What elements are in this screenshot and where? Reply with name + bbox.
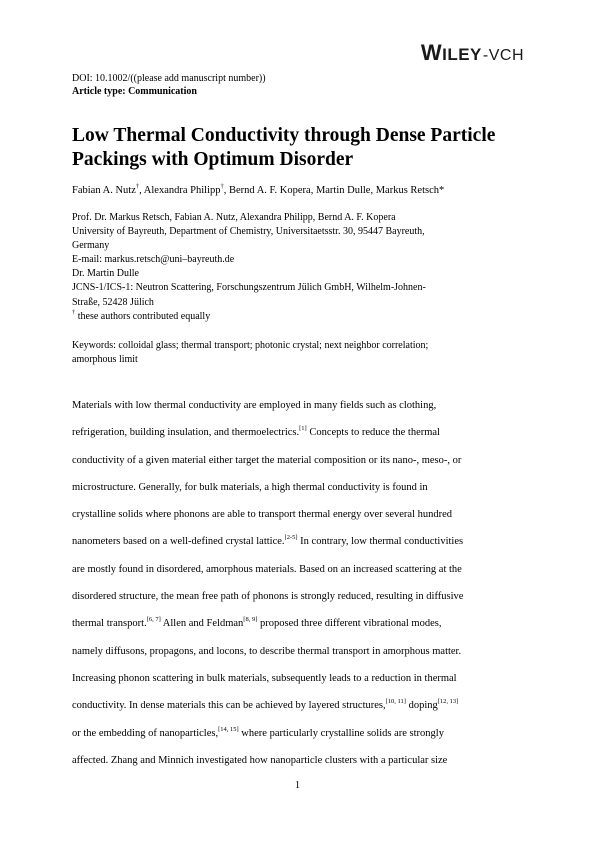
body-text-run: are mostly found in disordered, amorphous materials. Based on an increased scattering at the [72,563,462,575]
affiliation-line: Dr. Martin Dulle [72,268,139,280]
affiliation-line: Germany [72,240,110,252]
body-text-run: disordered structure, the mean free path of phonons is strongly reduced, resulting in diffusive [72,591,464,603]
body-text-run: Materials with low thermal conductivity are employed in many fields such as clothing, [72,400,437,411]
affiliation-line: JCNS-1/ICS-1: Neutron Scattering, Forschungszentrum Jülich GmbH, Wilhelm-Johnen- [72,282,426,294]
citation: [2-5] [284,534,298,542]
body-text-run: conductivity of a given material either target the material composition or its nano-, meso-, or [72,454,462,466]
footnote-mark: † [72,308,76,316]
article-type: Article type: Communication [72,86,197,97]
footnote [72,310,527,324]
body-text [72,392,532,774]
author-name: , Alexandra Philipp [139,185,221,196]
publisher-logo [421,40,524,66]
author-names-rest: , Bernd A. F. Kopera, Martin Dulle, Markus Retsch* [223,185,445,196]
body-text-run: where particularly crystalline solids are strongly [238,727,444,739]
author-list [72,184,444,197]
body-text-run: microstructure. Generally, for bulk materials, a high thermal conductivity is found in [72,481,428,493]
equal-contribution-mark: † [220,183,224,190]
body-text-run: In contrary, low thermal conductivities [297,536,464,548]
body-line [72,665,532,692]
body-line [72,692,532,719]
body-text-run: Allen and Feldman [160,618,244,630]
page-number: 1 [294,780,301,791]
body-text-run: thermal transport. [72,618,147,630]
body-text-run: affected. Zhang and Minnich investigated how nanoparticle clusters with a particular size [72,754,448,766]
footnote-text: these authors contributed equally [75,310,211,322]
body-line [72,501,532,528]
body-line [72,528,532,555]
equal-contribution-mark: † [135,183,140,190]
body-line [72,392,532,419]
body-line [72,447,532,474]
title-line: Low Thermal Conductivity through Dense Particle [72,125,496,146]
logo-iley: ILEY [442,45,482,64]
body-line [72,419,532,446]
citation: [12, 13] [437,698,459,706]
title-line: Packings with Optimum Disorder [72,149,354,170]
body-text-run: Concepts to reduce the thermal [306,427,440,439]
body-text-run: namely diffusons, propagons, and locons, to describe thermal transport in amorphous matter. [72,645,462,657]
body-text-run: or the embedding of nanoparticles, [72,727,219,739]
article-meta [72,72,266,98]
email-line: E-mail: markus.retsch@uni–bayreuth.de [72,254,235,266]
citation: [14, 15] [218,725,239,733]
body-text-run: conductivity. In dense materials this can be achieved by layered structures, [72,700,386,712]
affiliation-line: Straße, 52428 Jülich [72,296,154,308]
body-line [72,556,532,583]
affiliation-line: Prof. Dr. Markus Retsch, Fabian A. Nutz, Alexandra Philipp, Bernd A. F. Kopera [72,212,396,223]
body-line [72,610,532,637]
body-line [72,638,532,665]
body-line [72,583,532,610]
body-text-run: refrigeration, building insulation, and thermoelectrics. [72,427,300,439]
citation: [10, 11] [385,698,406,706]
keywords [72,339,527,367]
author-name: Fabian A. Nutz [72,185,136,196]
logo-w: W [420,40,443,65]
body-line [72,720,532,747]
body-line [72,474,532,501]
affiliation-line: University of Bayreuth, Department of Chemistry, Universitaetsstr. 30, 95447 Bayreuth, [72,226,425,238]
body-text-run: doping [405,700,438,712]
affiliations [72,211,527,324]
citation: [6, 7] [146,616,161,624]
doi-line: DOI: 10.1002/((please add manuscript number)) [72,73,266,84]
citation: [1] [299,425,307,433]
article-title [72,124,527,172]
body-text-run: Increasing phonon scattering in bulk materials, subsequently leads to a reduction in thermal [72,672,457,684]
body-text-run: crystalline solids where phonons are able to transport thermal energy over several hundred [72,509,453,521]
keywords-line: amorphous limit [72,354,138,365]
body-text-run: nanometers based on a well-defined crystal lattice. [72,536,285,548]
logo-vch: -VCH [482,47,524,64]
body-text-run: proposed three different vibrational modes, [257,618,442,630]
citation: [8, 9] [243,616,258,624]
keywords-line: Keywords: colloidal glass; thermal transport; photonic crystal; next neighbor correlation; [72,340,429,351]
body-line [72,747,532,774]
